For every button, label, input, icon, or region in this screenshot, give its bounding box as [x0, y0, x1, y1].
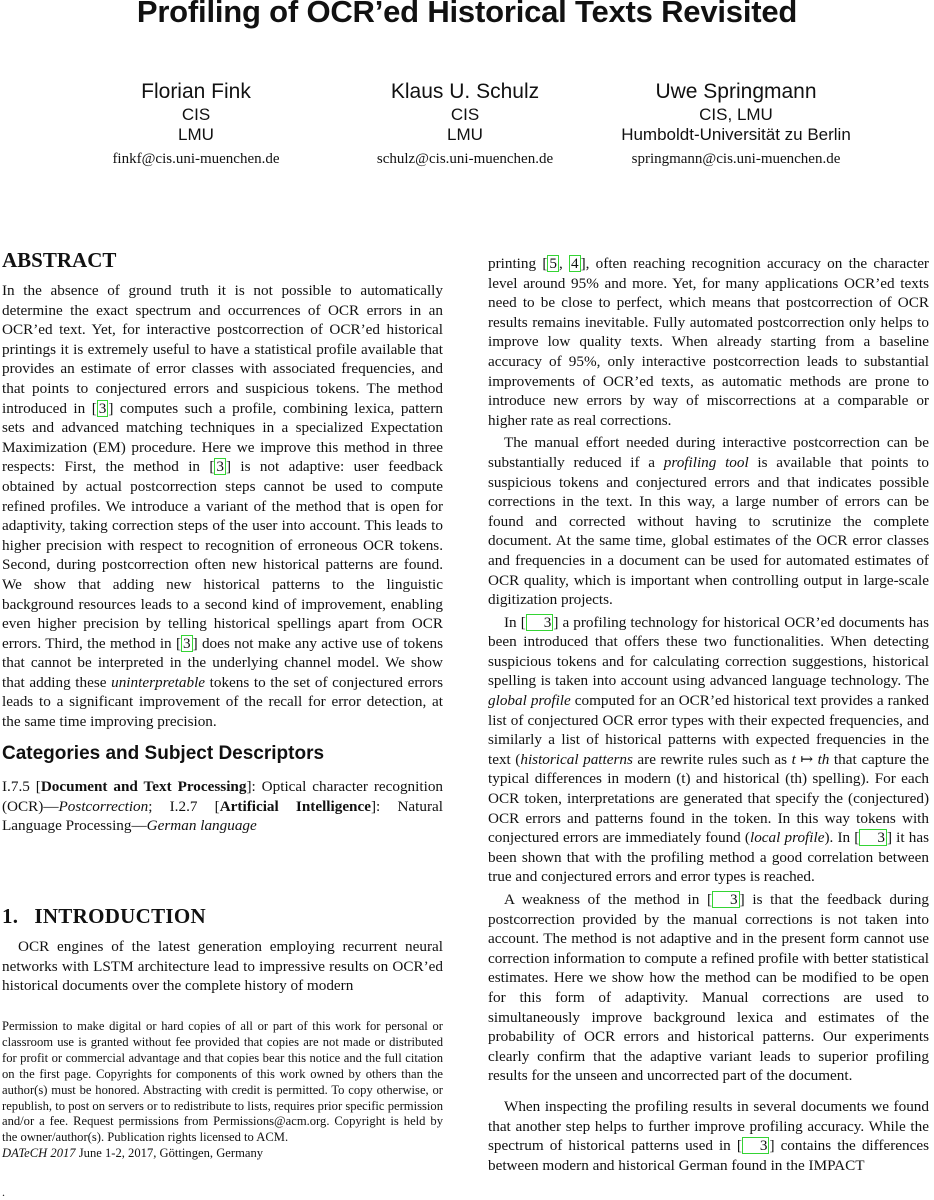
author-email: schulz@cis.uni-muenchen.de: [376, 151, 554, 167]
introduction-body-right: [488, 254, 929, 1175]
venue-line: DATeCH 2017 June 1-2, 2017, Göttingen, Germany: [2, 1146, 264, 1161]
author-block: [586, 79, 886, 169]
citation-link[interactable]: 3: [712, 891, 740, 908]
author-affiliation: CIS: [450, 105, 480, 124]
author-affiliation: CIS: [181, 105, 211, 124]
citation-link[interactable]: 3: [183, 634, 191, 652]
stray-mark: .: [2, 1185, 5, 1199]
author-name: Uwe Springmann: [655, 80, 817, 103]
citation-link[interactable]: 5: [549, 255, 557, 272]
categories-heading: Categories and Subject Descriptors: [2, 743, 325, 764]
citation-link[interactable]: 3: [98, 399, 107, 417]
introduction-paragraph: In [ 3 ] a profiling technology for historical OCR’ed documents has been introduced that offers these two functionalities. When detecting suspicious tokens and for calculating correction suggestions, historical spelling is taken into account using advanced language technology. The global profile computed for an OCR’ed historical text provides a ranked list of conjectured OCR error types with their expected frequencies, and similarly a list of historical patterns with expected frequencies in the text (historical patterns are rewrite rules such as t ↦ th that capture the typical differences in modern (t) and historical (th) spelling). For each OCR token, interpretations are generated that specify the (conjectured) OCR errors and patterns found in the token. In this way tokens with conjectured errors are immediately found (local profile). In [ 3 ] it has been shown that with the profiling method a good correlation between true and conjectured errors and error types is reached.: [488, 613, 930, 886]
introduction-paragraph: The manual effort needed during interactive postcorrection can be substantially reduced if a profiling tool is available that points to suspicious tokens and conjectured errors and that indicates possible corrections in the text. In this way, a large number of errors can be found and corrected without having to scrutinize the complete document. At the same time, global estimates of the OCR error classes and frequencies in a document can be used for automated estimates of OCR quality, which is important when controlling output in large-scale digitization projects.: [488, 434, 929, 609]
paper-title: Profiling of OCR’ed Historical Texts Revisited: [136, 0, 798, 29]
citation-link[interactable]: 4: [571, 255, 579, 272]
abstract-heading: ABSTRACT: [2, 248, 117, 272]
copyright-footnote: [2, 1019, 443, 1162]
author-email: springmann@cis.uni-muenchen.de: [631, 151, 841, 167]
author-affiliation: CIS, LMU: [699, 105, 773, 124]
citation-link[interactable]: 3: [859, 829, 887, 846]
author-block: [46, 79, 346, 169]
author-affiliation: LMU: [447, 125, 483, 144]
permission-notice: Permission to make digital or hard copies of all or part of this work for personal or classroom use is granted without fee provided that copies are not made or distributed for profit or commercial advantage and that copies bear this notice and the full citation on the first page. Copyrights for components of this work owned by others than the author(s) must be honored. Abstracting with credit is permitted. To copy otherwise, or republish, to post on servers or to redistribute to lists, requires prior specific permission and/or a fee. Request permissions from Permissions@acm.org. Copyright is held by the owner/author(s). Publication rights licensed to ACM.: [2, 1019, 443, 1145]
citation-link[interactable]: 3: [742, 1137, 770, 1154]
author-block: [315, 79, 615, 169]
author-affiliation: LMU: [178, 125, 214, 144]
abstract-paragraph: In the absence of ground truth it is not possible to automatically determine the exact spectrum and occurrences of OCR errors in an OCR’ed text. Yet, for interactive postcorrection of OCR’ed historical printings it is extremely useful to have a statistical profile available that provides an estimate of error classes with associated frequencies, and that points to conjectured errors and suspicious tokens. The method introduced in [ 3 ] computes such a profile, combining lexica, pattern sets and advanced matching techniques in a specialized Expectation Maximization (EM) procedure. Here we improve this method in three respects: First, the method in [ 3 ] is not adaptive: user feedback obtained by actual postcorrection steps cannot be used to compute refined profiles. We introduce a variant of the method that is open for adaptivity, taking correction steps of the user into account. This leads to higher precision with respect to recognition of erroneous OCR tokens. Second, during postcorrection often new historical patterns are found. We show that adding new historical patterns to the linguistic background resources leads to a second kind of improvement, enabling even higher precision by telling historical spellings apart from OCR errors. Third, the method in [ 3 ] does not make any active use of tokens that cannot be interpreted in the underlying channel model. We show that adding these uninterpretable tokens to the set of conjectured errors leads to a significant improvement of the recall for error detection, at the same time improving precision.: [2, 282, 443, 731]
citation-link[interactable]: 3: [216, 458, 224, 476]
categories-paragraph: I.7.5 [Document and Text Processing]: Optical character recognition (OCR)—Postcorrection; I.2.7 [Artificial Intelligence]: Natural Language Processing—German language: [2, 778, 444, 835]
introduction-body-left: [2, 937, 443, 996]
introduction-heading: 1. INTRODUCTION: [2, 904, 206, 928]
author-email: finkf@cis.uni-muenchen.de: [112, 151, 280, 167]
introduction-paragraph: printing [ 5 , 4 ], often reaching recognition accuracy on the character level around 95% and more. Yet, for many applications OCR’ed texts need to be close to perfect, which means that postcorrection of OCR results remains inevitable. Fully automated postcorrection only helps to improve low quality texts. When already starting from a baseline accuracy of 95%, only interactive postcorrection leads to substantial improvements of OCR’ed texts, as automatic methods are prone to introduce new errors by way of miscorrections at a comparable or higher rate as real corrections.: [488, 255, 929, 429]
citation-link[interactable]: 3: [526, 614, 554, 631]
categories-body: [2, 777, 443, 836]
author-name: Klaus U. Schulz: [390, 80, 540, 103]
introduction-paragraph: OCR engines of the latest generation employing recurrent neural networks with LSTM architecture lead to impressive results on OCR’ed historical documents over the complete history of modern: [2, 938, 443, 995]
introduction-paragraph: A weakness of the method in [ 3 ] is that the feedback during postcorrection provided by the manual corrections is not taken into account. The method is not adaptive and in the present form cannot use correction information to compute a refined profile with better statistical estimates. Here we show how the method can be modified to be open for this form of adaptivity. Manual corrections are used to simultaneously improve background lexica and estimates of the probability of OCR errors and historical patterns. Our experiments clearly confirm that the adaptive variant leads to superior profiling results for the unseen and uncorrected part of the document.: [488, 891, 929, 1085]
author-name: Florian Fink: [141, 80, 251, 103]
abstract-body: [2, 281, 443, 732]
author-affiliation: Humboldt-Universität zu Berlin: [621, 125, 851, 144]
introduction-paragraph: When inspecting the profiling results in several documents we found that another step helps to further improve profiling accuracy. While the spectrum of historical patterns used in [ 3 ] contains the differences between modern and historical German found in the IMPACT: [488, 1097, 929, 1174]
